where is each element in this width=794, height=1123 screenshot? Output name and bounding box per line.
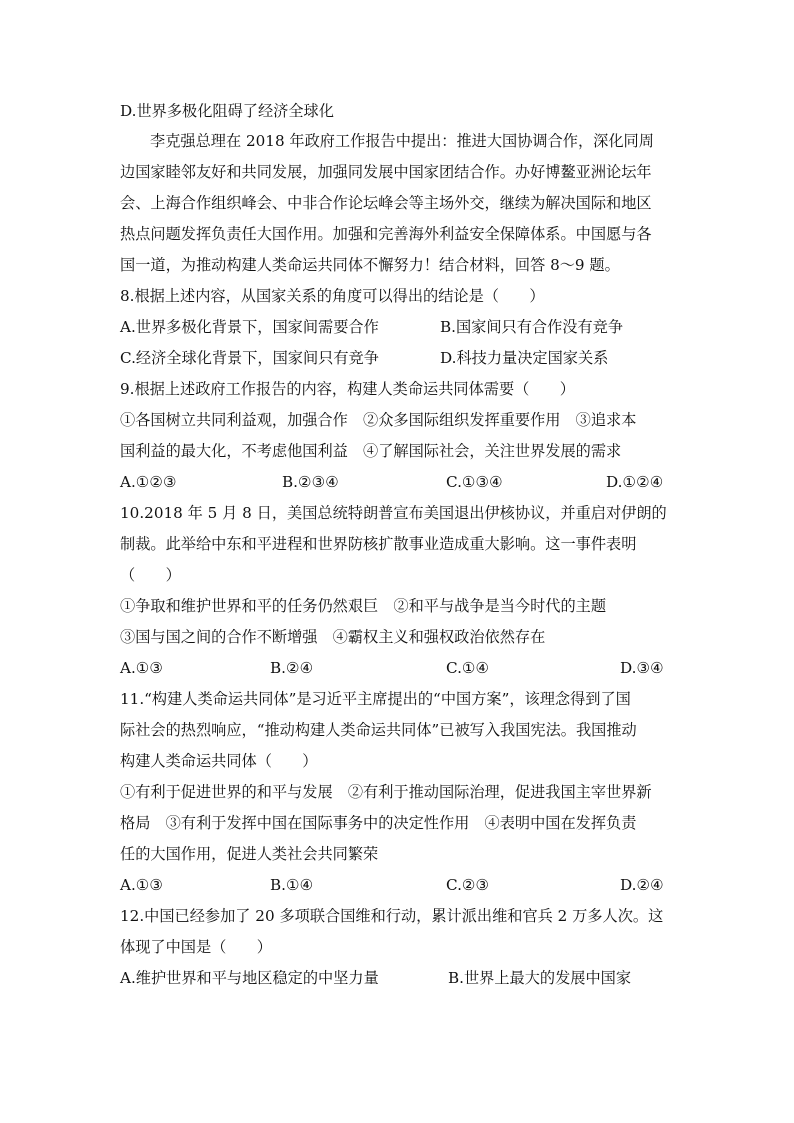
material-line: 边国家睦邻友好和共同发展，加强同发展中国家团结合作。办好博鳌亚洲论坛年: [120, 163, 652, 181]
question-12: 体现了中国是（ ）: [120, 938, 272, 956]
question-12: 12.中国已经参加了 20 多项联合国维和行动，累计派出维和官兵 2 万多人次。这: [120, 907, 664, 925]
q10-option-a: A.①③: [120, 659, 164, 677]
q9-option-d: D.①②④: [606, 473, 664, 491]
q10-option-c: C.①④: [446, 659, 490, 677]
q11-option-c: C.②③: [446, 876, 490, 894]
q10-option-d: D.③④: [620, 659, 664, 677]
q9-option-a: A.①②③: [120, 473, 177, 491]
q9-option-c: C.①③④: [446, 473, 503, 491]
question-8: 8.根据上述内容，从国家关系的角度可以得出的结论是（ ）: [120, 287, 545, 305]
q9-statements: 国利益的最大化，不考虑他国利益 ④了解国际社会，关注世界发展的需求: [120, 442, 622, 460]
question-10-blank: （ ）: [120, 566, 181, 584]
q9-option-b: B.②③④: [282, 473, 339, 491]
q12-option-a: A.维护世界和平与地区稳定的中坚力量: [120, 969, 379, 987]
question-11: 11.“构建人类命运共同体”是习近平主席提出的“中国方案”，该理念得到了国: [120, 690, 631, 708]
q10-statements: ③国与国之间的合作不断增强 ④霸权主义和强权政治依然存在: [120, 628, 546, 646]
q11-statements: 任的大国作用，促进人类社会共同繁荣: [120, 845, 379, 863]
q11-option-d: D.②④: [620, 876, 664, 894]
q11-option-b: B.①④: [270, 876, 314, 894]
question-11: 构建人类命运共同体（ ）: [120, 752, 318, 770]
question-9: 9.根据上述政府工作报告的内容，构建人类命运共同体需要（ ）: [120, 380, 575, 398]
q8-option-c: C.经济全球化背景下，国家间只有竞争: [120, 349, 379, 367]
q11-statements: ①有利于促进世界的和平与发展 ②有利于推动国际治理，促进我国主宰世界新: [120, 783, 652, 801]
material-line: 会、上海合作组织峰会、中非合作论坛峰会等主场外交，继续为解决国际和地区: [120, 194, 652, 212]
q11-option-a: A.①③: [120, 876, 164, 894]
q8-option-b: B.国家间只有合作没有竞争: [440, 318, 624, 336]
question-10: 10.2018 年 5 月 8 日，美国总统特朗普宣布美国退出伊核协议，并重启对伊朗的: [120, 504, 667, 522]
question-11: 际社会的热烈响应，“推动构建人类命运共同体”已被写入我国宪法。我国推动: [120, 721, 637, 739]
question-10: 制裁。此举给中东和平进程和世界防核扩散事业造成重大影响。这一事件表明: [120, 535, 637, 553]
material-line: 国一道，为推动构建人类命运共同体不懈努力！结合材料，回答 8～9 题。: [120, 256, 620, 274]
q7-option-d: D.世界多极化阻碍了经济全球化: [120, 102, 334, 120]
q12-option-b: B.世界上最大的发展中国家: [448, 969, 632, 987]
material-line: 李克强总理在 2018 年政府工作报告中提出：推进大国协调合作，深化同周: [150, 132, 654, 150]
material-line: 热点问题发挥负责任大国作用。加强和完善海外利益安全保障体系。中国愿与各: [120, 225, 652, 243]
q8-option-d: D.科技力量决定国家关系: [440, 349, 609, 367]
q9-statements: ①各国树立共同利益观，加强合作 ②众多国际组织发挥重要作用 ③追求本: [120, 411, 637, 429]
q8-option-a: A.世界多极化背景下，国家间需要合作: [120, 318, 379, 336]
q10-statements: ①争取和维护世界和平的任务仍然艰巨 ②和平与战争是当今时代的主题: [120, 597, 606, 615]
q11-statements: 格局 ③有利于发挥中国在国际事务中的决定性作用 ④表明中国在发挥负责: [120, 814, 637, 832]
q10-option-b: B.②④: [270, 659, 314, 677]
